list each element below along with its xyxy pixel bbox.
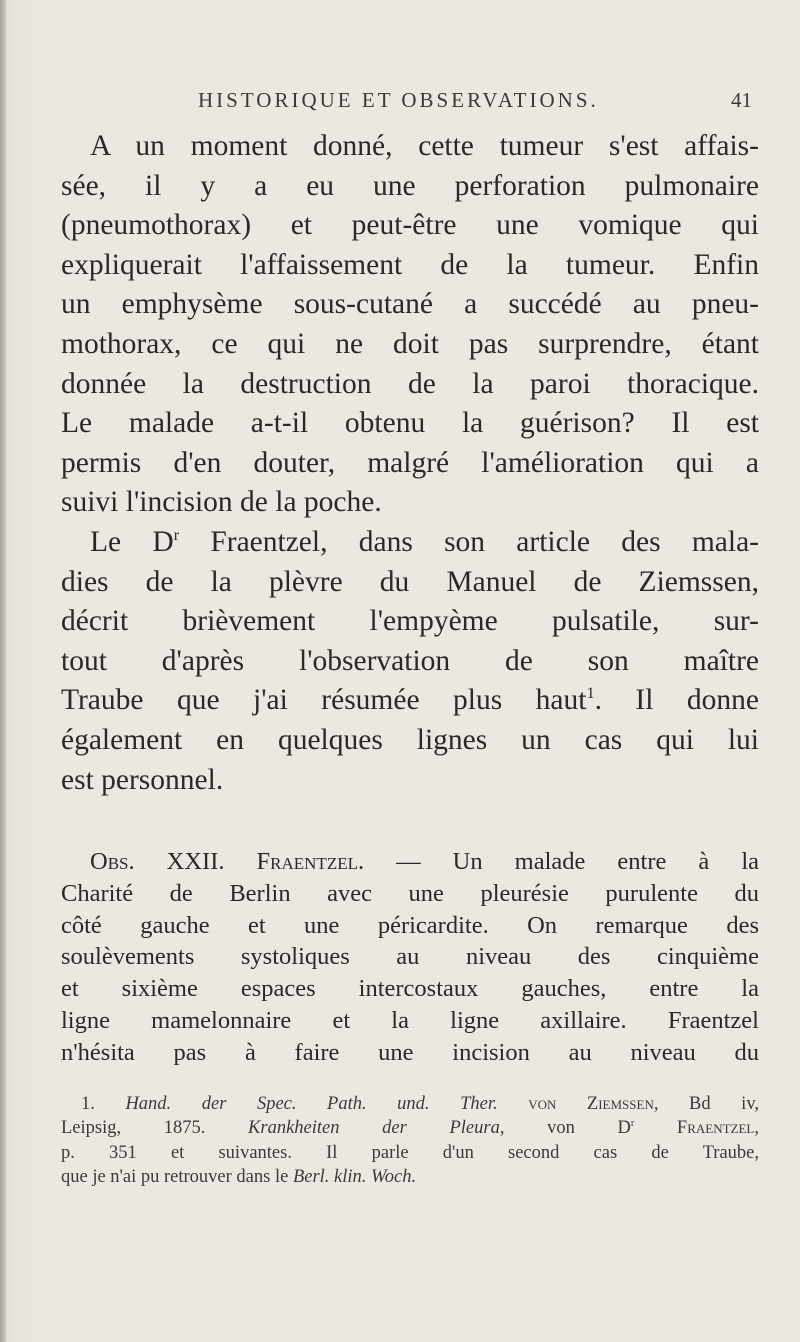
text-line: (pneumothorax) et peut-être une vomique qui — [61, 209, 759, 242]
text-line — [61, 523, 759, 563]
observation-author: Fraentzel. — [256, 848, 365, 875]
running-head — [198, 88, 758, 113]
text-line: n'hésita pas à faire une incision au niveau du — [61, 1038, 759, 1066]
footnote-line — [61, 1165, 759, 1189]
page-spine-shadow — [0, 0, 6, 1342]
footnote-line — [61, 1116, 759, 1140]
text-line: également en quelques lignes un cas qui lui — [61, 723, 759, 756]
superscript: r — [173, 526, 180, 545]
text-line: expliquerait l'affaissement de la tumeur. Enfin — [61, 248, 759, 281]
text-line — [61, 846, 759, 878]
text-line: décrit brièvement l'empyème pulsatile, sur- — [61, 605, 759, 638]
text-fragment: , von D — [499, 1118, 631, 1139]
footnote — [61, 1092, 759, 1189]
footnote-line — [61, 1092, 759, 1116]
footnote-author: Fraentzel, — [634, 1118, 759, 1139]
superscript: r — [630, 1118, 635, 1130]
text-line: soulèvements systoliques au niveau des cinquième — [61, 943, 759, 971]
text-fragment: Traube que j'ai résumée plus haut — [61, 684, 587, 717]
text-line: et sixième espaces intercostaux gauches, entre la — [61, 975, 759, 1003]
footnote-author: Ziemssen — [586, 1094, 654, 1114]
footnote-marker: 1. — [81, 1094, 126, 1114]
footnote-title: Krankheiten der Pleura — [248, 1118, 500, 1139]
text-fragment: — Un malade entre à la — [364, 848, 760, 875]
text-line: un emphysème sous-cutané a succédé au pneu- — [61, 288, 759, 321]
text-line: est personnel. — [61, 763, 224, 796]
text-line: dies de la plèvre du Manuel de Ziemssen, — [61, 565, 759, 598]
text-fragment: . Il donne — [594, 684, 759, 717]
text-line: tout d'après l'observation de son maître — [61, 644, 759, 677]
footnote-line: p. 351 et suivantes. Il parle d'un second cas de Traube, — [61, 1142, 759, 1163]
text-line: mothorax, ce qui ne doit pas surprendre, étant — [61, 327, 759, 360]
footnote-reference: 1 — [586, 684, 595, 703]
observation-text — [61, 846, 759, 1069]
text-line: suivi l'incision de la poche. — [61, 486, 382, 519]
page-number: 41 — [731, 88, 752, 112]
text-line — [61, 681, 759, 721]
text-line: ligne mamelonnaire et la ligne axillaire. Fraentzel — [61, 1006, 759, 1034]
text-line: Charité de Berlin avec une pleurésie purulente du — [61, 879, 759, 907]
main-text — [61, 127, 759, 800]
text-fragment: Le D — [90, 525, 174, 558]
text-line: Le malade a-t-il obtenu la guérison? Il est — [61, 407, 759, 440]
observation-label: Obs. XXII. — [90, 848, 225, 875]
text-line: sée, il y a eu une perforation pulmonaire — [61, 169, 759, 202]
footnote-title: Hand. der Spec. Path. und. Ther. — [125, 1094, 498, 1114]
text-line: permis d'en douter, malgré l'amélioration qui a — [61, 446, 759, 479]
text-fragment: que je n'ai pu retrouver dans le — [61, 1166, 293, 1187]
footnote-title: Berl. klin. Woch. — [292, 1166, 417, 1187]
text-line: donnée la destruction de la paroi thoracique. — [61, 367, 759, 400]
running-head-title: HISTORIQUE ET OBSERVATIONS. — [198, 88, 599, 112]
text-fragment: von — [497, 1094, 587, 1114]
text-fragment: , Bd iv, — [653, 1094, 759, 1114]
text-fragment: Leipsig, 1875. — [61, 1118, 249, 1139]
text-line: A un moment donné, cette tumeur s'est affais- — [90, 130, 759, 162]
text-line: côté gauche et une péricardite. On remarque des — [61, 911, 759, 939]
text-fragment: Fraentzel, dans son article des mala- — [179, 525, 759, 558]
